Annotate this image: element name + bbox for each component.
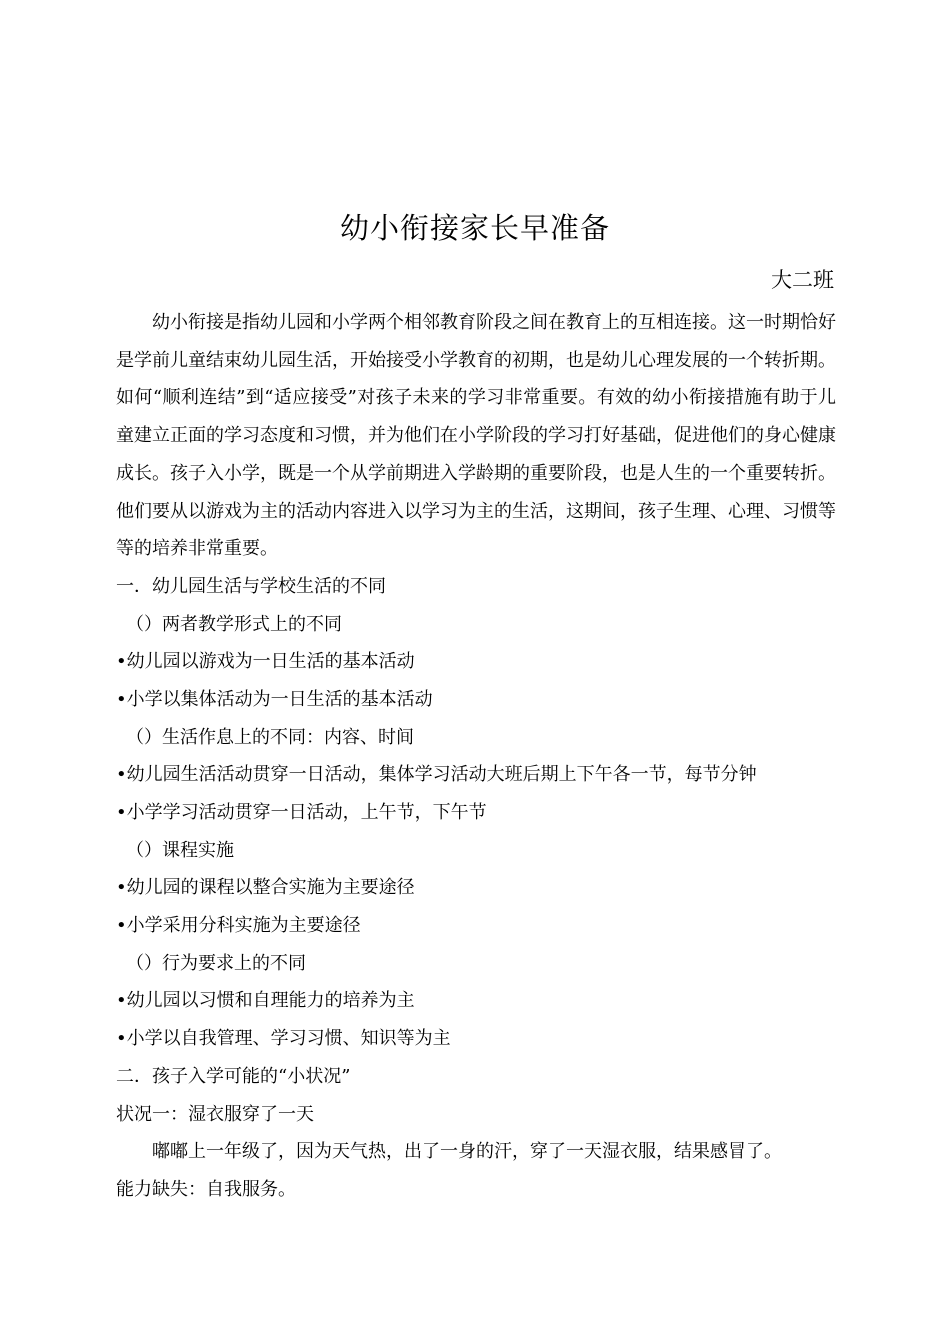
- list-item: •幼儿园的课程以整合实施为主要途径: [116, 877, 415, 899]
- document-body: [116, 304, 836, 1209]
- list-item: •小学采用分科实施为主要途径: [116, 915, 361, 937]
- intro-paragraph: 幼小衔接是指幼儿园和小学两个相邻教育阶段之间在教育上的互相连接。这一时期恰好是学前儿童结束幼儿园生活，开始接受小学教育的初期，也是幼儿心理发展的一个转折期。如何“顺利连结”到“适应接受”对孩子未来的学习非常重要。有效的幼小衔接措施有助于儿童建立正面的学习态度和习惯，并为他们在小学阶段的学习打好基础，促进他们的身心健康成长。孩子入小学，既是一个从学前期进入学龄期的重要阶段，也是人生的一个重要转折。他们要从以游戏为主的活动内容进入以学习为主的生活，这期间，孩子生理、心理、习惯等等的培养非常重要。: [116, 312, 836, 560]
- list-item: •小学以集体活动为一日生活的基本活动: [116, 688, 433, 710]
- case-heading: 状况一：湿衣服穿了一天: [116, 1103, 314, 1125]
- list-item: •小学以自我管理、学习习惯、知识等为主: [116, 1028, 451, 1050]
- case-paragraph: 嘟嘟上一年级了，因为天气热，出了一身的汗，穿了一天湿衣服，结果感冒了。: [152, 1141, 782, 1163]
- section-heading-2: 二．孩子入学可能的“小状况”: [116, 1065, 351, 1087]
- case-ability: 能力缺失：自我服务。: [116, 1178, 296, 1200]
- list-item: •幼儿园生活活动贯穿一日活动，集体学习活动大班后期上下午各一节，每节分钟: [116, 764, 757, 786]
- class-label: 大二班: [771, 268, 834, 292]
- subsection-heading-teaching-form: （）两者教学形式上的不同: [126, 613, 342, 635]
- list-item: •小学学习活动贯穿一日活动，上午节，下午节: [116, 802, 487, 824]
- subsection-heading-behavior: （）行为要求上的不同: [126, 952, 306, 974]
- list-item: •幼儿园以游戏为一日生活的基本活动: [116, 651, 415, 673]
- list-item: •幼儿园以习惯和自理能力的培养为主: [116, 990, 415, 1012]
- subsection-heading-curriculum: （）课程实施: [126, 839, 234, 861]
- subsection-heading-schedule: （）生活作息上的不同：内容、时间: [126, 726, 414, 748]
- document-title: 幼小衔接家长早准备: [339, 211, 610, 245]
- section-heading-1: 一．幼儿园生活与学校生活的不同: [116, 575, 386, 597]
